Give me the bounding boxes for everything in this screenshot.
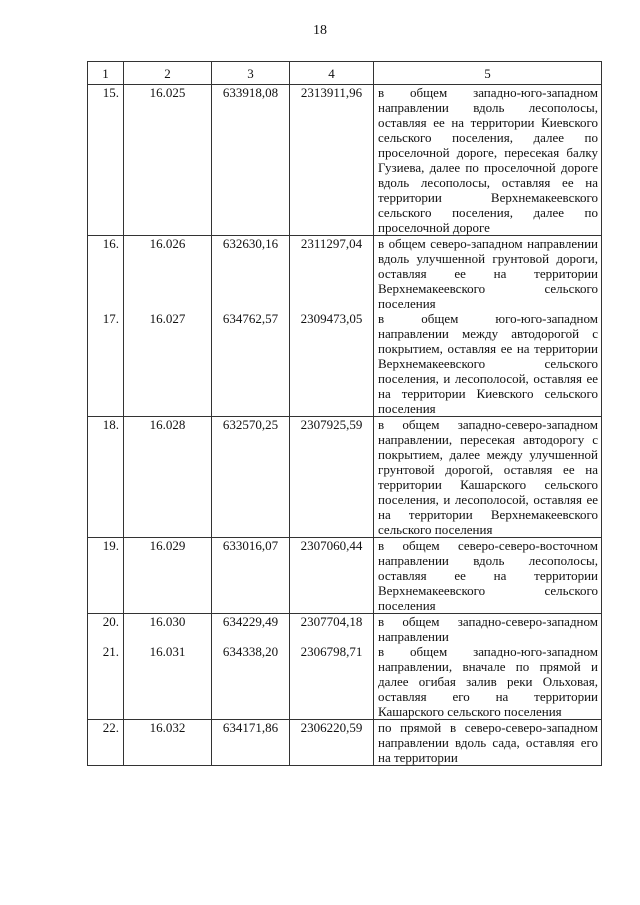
- coord-y: 2307704,18: [290, 614, 374, 645]
- point-id: 16.026: [124, 236, 212, 312]
- boundary-description: в общем западно-юго-западном направлении, вначале по прямой и далее огибая залив реки Ольховая, оставляя его на территории Кашарского сельского поселения: [374, 644, 602, 720]
- table-row: [88, 85, 602, 236]
- point-id: 16.028: [124, 417, 212, 538]
- boundary-description: в общем юго-юго-западном направлении между автодорогой с покрытием, оставляя ее на территории Верхнемакеевского сельского поселения, и лесополосой, оставляя ее на территории Киевского сельского поселения: [374, 311, 602, 417]
- coord-y: 2307925,59: [290, 417, 374, 538]
- coord-x: 634171,86: [212, 720, 290, 766]
- point-id: 16.031: [124, 644, 212, 720]
- row-number: 16.: [88, 236, 124, 312]
- table-row: [88, 417, 602, 538]
- header-col-1: 1: [88, 62, 124, 85]
- table-header-row: [88, 62, 602, 85]
- point-id: 16.025: [124, 85, 212, 236]
- table-row: [88, 311, 602, 417]
- boundary-description: в общем западно-северо-западном направлении, пересекая автодорогу с покрытием, далее между улучшенной грунтовой дорогой, оставляя ее на территории Кашарского сельского поселения, и лесополосой, оставляя ее на территории Верхнемакеевского сельского поселения: [374, 417, 602, 538]
- coord-y: 2306220,59: [290, 720, 374, 766]
- boundary-description: в общем северо-северо-восточном направлении вдоль лесополосы, оставляя ее на территории Верхнемакеевского сельского поселения: [374, 538, 602, 614]
- boundary-description: по прямой в северо-северо-западном направлении вдоль сада, оставляя его на территории: [374, 720, 602, 766]
- header-col-2: 2: [124, 62, 212, 85]
- page-number: 18: [313, 23, 327, 38]
- coord-y: 2311297,04: [290, 236, 374, 312]
- coord-x: 634229,49: [212, 614, 290, 645]
- table-row: [88, 236, 602, 312]
- boundary-description: в общем западно-юго-западном направлении вдоль лесополосы, оставляя ее на территории Киевского сельского поселения, далее по проселочной дороге, пересекая балку Гузиева, далее по проселочной дороге вдоль лесополосы, оставляя ее на территории Верхнемакеевского сельского поселения, далее по проселочной дороге: [374, 85, 602, 236]
- table-row: [88, 614, 602, 645]
- boundary-table: [87, 61, 602, 766]
- header-col-3: 3: [212, 62, 290, 85]
- coord-x: 632630,16: [212, 236, 290, 312]
- coord-x: 634762,57: [212, 311, 290, 417]
- coord-y: 2313911,96: [290, 85, 374, 236]
- point-id: 16.027: [124, 311, 212, 417]
- row-number: 15.: [88, 85, 124, 236]
- coord-y: 2307060,44: [290, 538, 374, 614]
- coord-y: 2306798,71: [290, 644, 374, 720]
- coord-x: 634338,20: [212, 644, 290, 720]
- coord-x: 633016,07: [212, 538, 290, 614]
- header-col-4: 4: [290, 62, 374, 85]
- row-number: 19.: [88, 538, 124, 614]
- point-id: 16.029: [124, 538, 212, 614]
- row-number: 20.: [88, 614, 124, 645]
- table-row: [88, 538, 602, 614]
- row-number: 22.: [88, 720, 124, 766]
- boundary-description: в общем западно-северо-западном направлении: [374, 614, 602, 645]
- point-id: 16.030: [124, 614, 212, 645]
- coord-y: 2309473,05: [290, 311, 374, 417]
- row-number: 17.: [88, 311, 124, 417]
- row-number: 21.: [88, 644, 124, 720]
- coord-x: 633918,08: [212, 85, 290, 236]
- point-id: 16.032: [124, 720, 212, 766]
- table-row: [88, 720, 602, 766]
- row-number: 18.: [88, 417, 124, 538]
- boundary-description: в общем северо-западном направлении вдоль улучшенной грунтовой дороги, оставляя ее на территории Верхнемакеевского сельского поселения: [374, 236, 602, 312]
- coord-x: 632570,25: [212, 417, 290, 538]
- header-col-5: 5: [374, 62, 602, 85]
- table-row: [88, 644, 602, 720]
